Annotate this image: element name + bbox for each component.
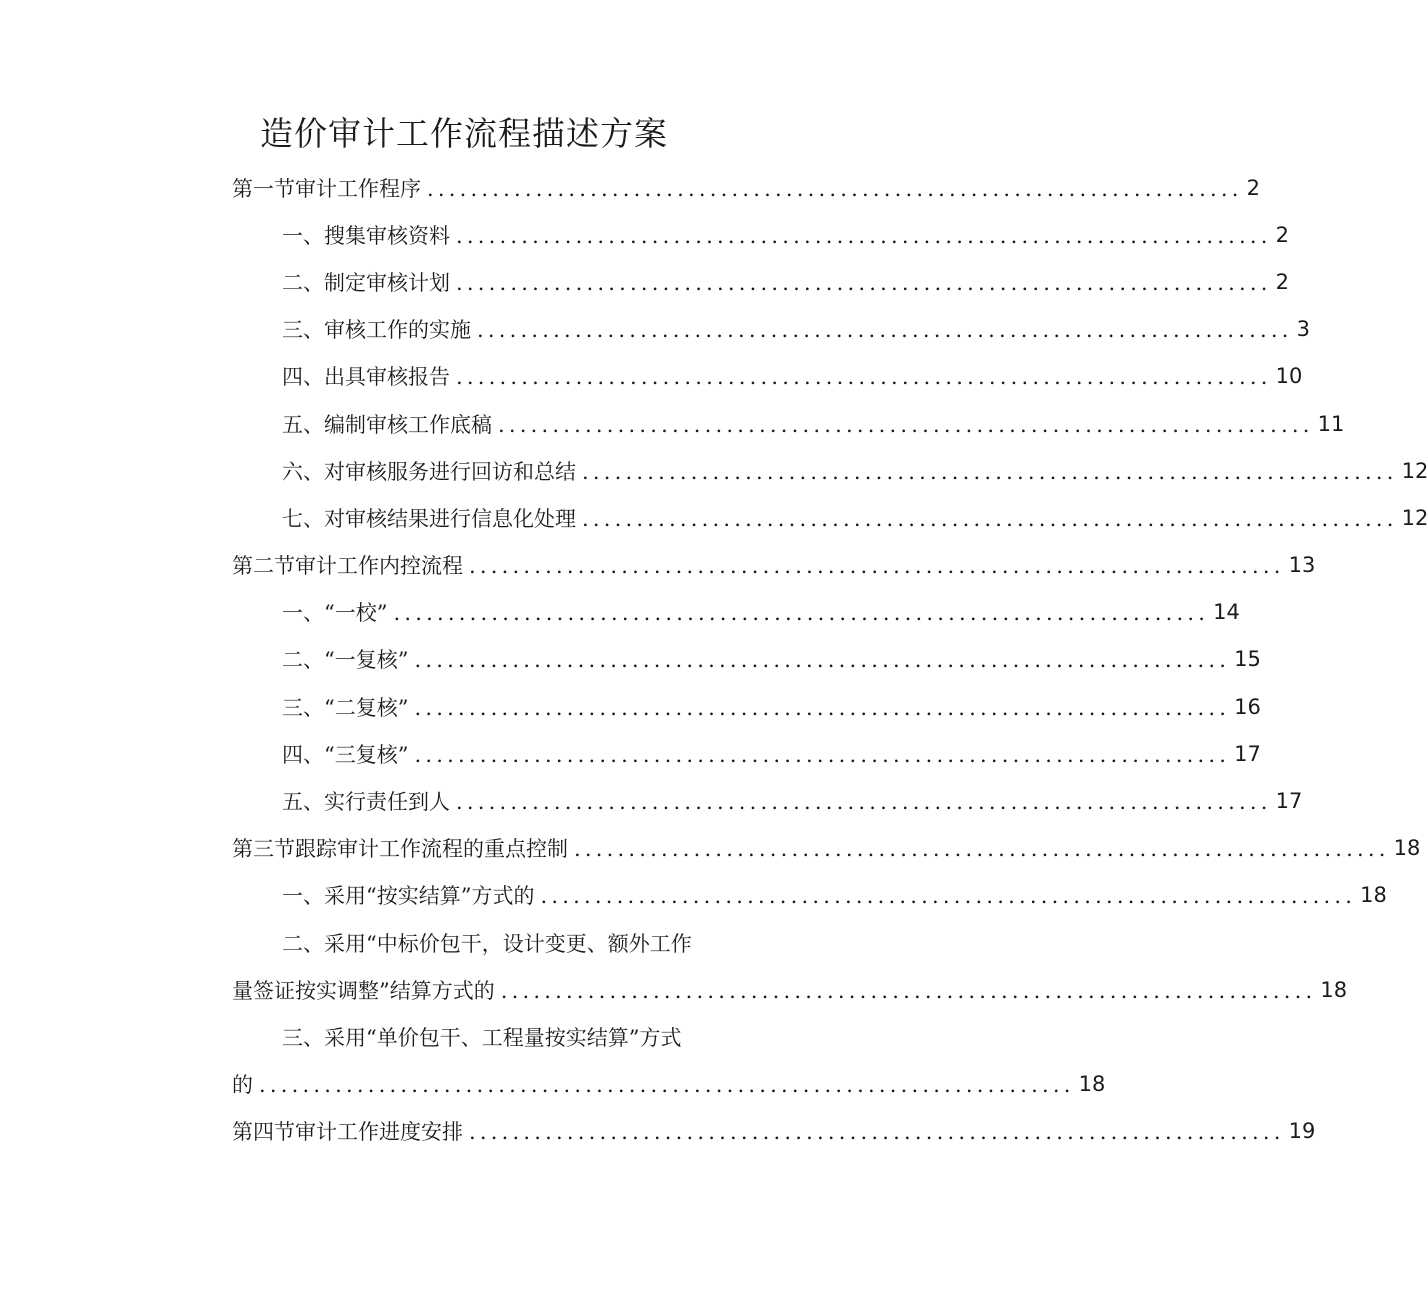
toc-entry[interactable] [232, 164, 1261, 211]
toc-leader-dots: ........................................................................... [477, 318, 1293, 343]
toc-page-number: 18 [1078, 1072, 1106, 1097]
toc-entry-label: 三、采用“单价包干、工程量按实结算”方式 [282, 1025, 682, 1050]
toc-leader-dots: ........................................................................... [456, 365, 1272, 390]
toc-entry-label: 二、采用“中标价包干，设计变更、额外工作 [282, 931, 692, 956]
toc-entry[interactable] [232, 1108, 1316, 1155]
toc-entry-label: 第二节审计工作内控流程 [232, 554, 463, 579]
toc-page-number: 15 [1234, 647, 1261, 672]
toc-entry-label: 一、采用“按实结算”方式的 [282, 884, 535, 909]
toc-page-number: 18 [1360, 883, 1387, 908]
toc-page-number: 11 [1317, 411, 1345, 436]
toc-leader-dots: ........................................................................... [469, 1120, 1285, 1145]
toc-entry[interactable] [232, 353, 1303, 400]
toc-page-number: 2 [1246, 175, 1261, 200]
toc-leader-dots: ........................................................................... [456, 223, 1272, 248]
toc-entry[interactable] [232, 447, 1428, 494]
toc-leader-dots: ........................................................................... [393, 601, 1210, 626]
toc-entry[interactable] [232, 919, 772, 966]
toc-page-number: 17 [1234, 741, 1261, 766]
toc-entry[interactable] [232, 636, 1261, 683]
toc-page-number: 18 [1393, 836, 1421, 861]
toc-leader-dots: ........................................................................... [456, 270, 1272, 295]
toc-leader-dots: ........................................................................... [469, 554, 1285, 579]
toc-leader-dots: ........................................................................... [414, 695, 1231, 720]
toc-entry-continuation[interactable] [232, 1061, 1106, 1108]
toc-page-number: 2 [1275, 222, 1290, 247]
toc-entry-continuation[interactable] [232, 966, 1348, 1013]
toc-entry[interactable] [232, 400, 1345, 447]
toc-page-number: 14 [1213, 600, 1240, 625]
toc-page-number: 17 [1275, 789, 1303, 814]
toc-entry-label: 三、审核工作的实施 [282, 318, 471, 343]
toc-entry-label: 第一节审计工作程序 [232, 176, 421, 201]
toc-entry[interactable] [232, 730, 1261, 777]
toc-entry[interactable] [232, 1013, 772, 1060]
toc-entry[interactable] [232, 211, 1290, 258]
toc-entry-label: 二、制定审核计划 [282, 270, 450, 295]
toc-page-number: 12 [1401, 505, 1428, 530]
toc-entry[interactable] [232, 542, 1316, 589]
toc-entry-label: 六、对审核服务进行回访和总结 [282, 459, 576, 484]
toc-entry[interactable] [232, 777, 1303, 824]
toc-entry[interactable] [232, 683, 1261, 730]
toc-leader-dots: ........................................................................... [414, 648, 1231, 673]
toc-entry[interactable] [232, 825, 1421, 872]
toc-entry-label: 四、“三复核” [282, 742, 409, 767]
toc-entry-label: 七、对审核结果进行信息化处理 [282, 506, 576, 531]
toc-page-number: 10 [1275, 364, 1303, 389]
toc-leader-dots: ........................................................................... [456, 790, 1272, 815]
toc-leader-dots: ........................................................................... [582, 506, 1398, 531]
toc-entry-label: 二、“一复核” [282, 648, 409, 673]
toc-entry-label: 四、出具审核报告 [282, 365, 450, 390]
toc-page-number: 13 [1288, 553, 1316, 578]
toc-leader-dots: ........................................................................... [414, 742, 1231, 767]
toc-leader-dots: ........................................................................... [427, 176, 1243, 201]
toc-leader-dots: ........................................................................... [574, 837, 1390, 862]
toc-entry-label: 一、“一校” [282, 601, 388, 626]
toc-leader-dots: ........................................................................... [540, 884, 1357, 909]
toc-entry-label: 五、实行责任到人 [282, 790, 450, 815]
toc-page-number: 16 [1234, 694, 1261, 719]
toc-page-number: 18 [1320, 977, 1348, 1002]
toc-entry-label: 一、搜集审核资料 [282, 223, 450, 248]
toc-entry[interactable] [232, 872, 1387, 919]
toc-entry[interactable] [232, 589, 1240, 636]
toc-entry-label: 三、“二复核” [282, 695, 409, 720]
toc-leader-dots: ........................................................................... [582, 459, 1398, 484]
toc-entry-label: 的 [232, 1073, 253, 1098]
toc-entry-label: 五、编制审核工作底稿 [282, 412, 492, 437]
toc-leader-dots: ........................................................................... [259, 1073, 1075, 1098]
toc-entry-label: 第四节审计工作进度安排 [232, 1120, 463, 1145]
toc-page-number: 2 [1275, 269, 1290, 294]
toc-entry-label: 量签证按实调整”结算方式的 [232, 978, 495, 1003]
document-title: 造价审计工作流程描述方案 [260, 114, 668, 153]
toc-page-number: 3 [1296, 317, 1311, 342]
toc-entry[interactable] [232, 494, 1428, 541]
toc-page-number: 19 [1288, 1119, 1316, 1144]
toc-entry[interactable] [232, 258, 1290, 305]
toc-page-number: 12 [1401, 458, 1428, 483]
toc-leader-dots: ........................................................................... [500, 978, 1317, 1003]
toc-entry-label: 第三节跟踪审计工作流程的重点控制 [232, 837, 568, 862]
table-of-contents [232, 164, 1428, 1155]
toc-entry[interactable] [232, 306, 1311, 353]
toc-leader-dots: ........................................................................... [498, 412, 1314, 437]
